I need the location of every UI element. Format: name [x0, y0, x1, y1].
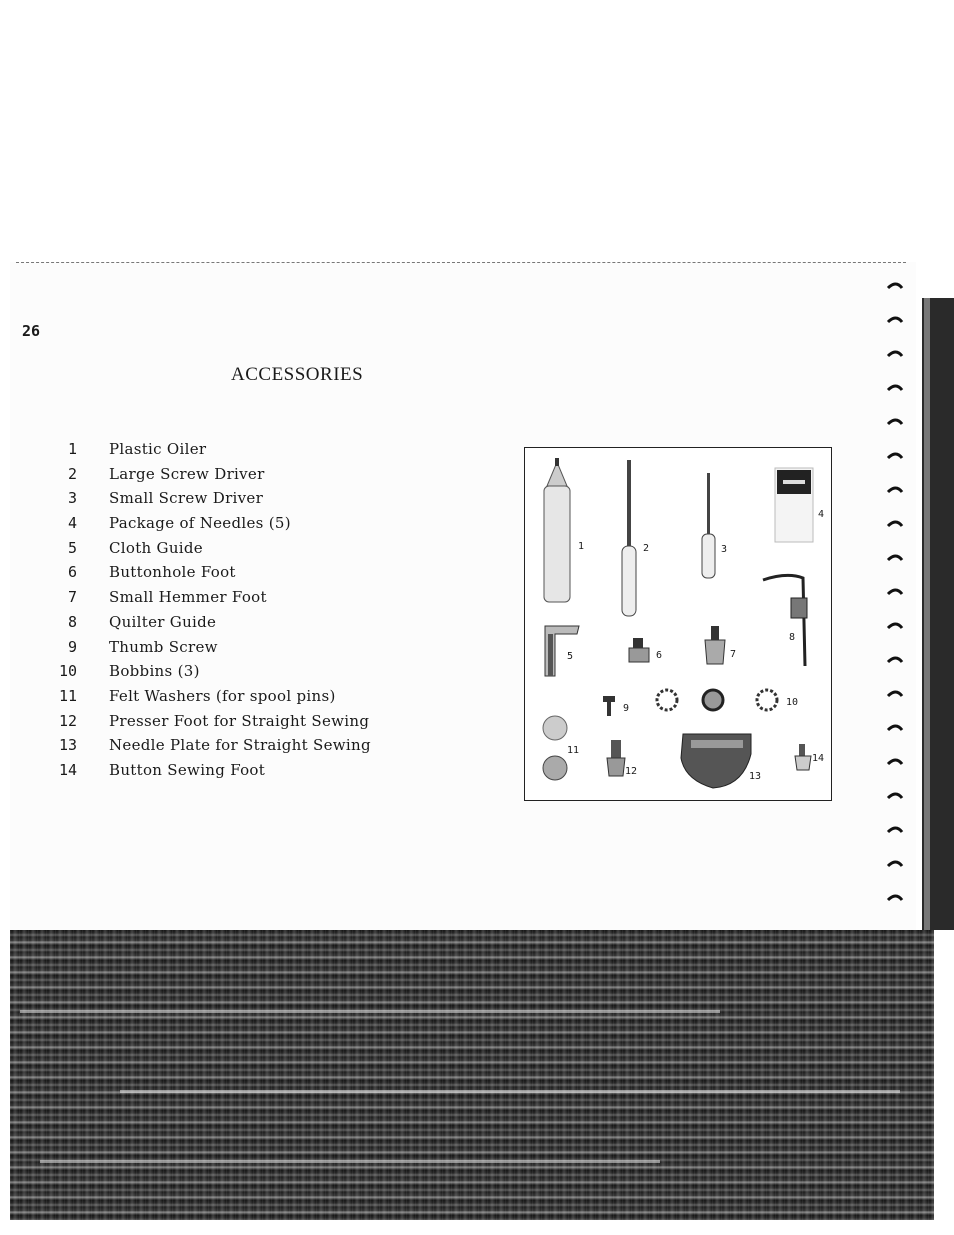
- needle-plate-icon: [681, 734, 751, 788]
- cloth-guide-icon: [545, 626, 579, 676]
- item-label: Presser Foot for Straight Sewing: [109, 711, 370, 730]
- item-label: Needle Plate for Straight Sewing: [109, 736, 371, 755]
- figure-label: 3: [721, 544, 728, 555]
- figure-label: 12: [625, 766, 638, 777]
- figure-label: 11: [567, 745, 580, 756]
- needle-package-icon: [775, 468, 813, 542]
- spiral-binding: [880, 258, 954, 930]
- presser-foot-icon: [607, 740, 625, 776]
- item-number: 3: [67, 489, 77, 508]
- item-label: Felt Washers (for spool pins): [109, 686, 336, 705]
- accessories-list: [52, 440, 402, 786]
- quilter-guide-icon: [763, 575, 807, 666]
- item-number: 5: [67, 538, 77, 557]
- list-item: [52, 440, 402, 465]
- item-label: Quilter Guide: [109, 612, 217, 631]
- thumb-screw-icon: [603, 696, 615, 716]
- item-label: Large Screw Driver: [109, 464, 265, 483]
- item-number: 1: [67, 440, 77, 458]
- bobbin-icon: [657, 690, 777, 710]
- scan-noise: [10, 930, 934, 1220]
- list-item: [52, 712, 402, 737]
- list-item: [52, 687, 402, 712]
- list-item: [52, 514, 402, 539]
- page-title: ACCESSORIES: [231, 364, 364, 385]
- figure-label: 6: [656, 650, 663, 661]
- list-item: [52, 465, 402, 490]
- item-label: Plastic Oiler: [109, 440, 207, 458]
- item-number: 8: [67, 612, 77, 631]
- item-number: 11: [58, 686, 77, 705]
- page-number: 26: [22, 322, 41, 340]
- oiler-icon: [544, 458, 570, 602]
- figure-label: 10: [786, 697, 799, 708]
- item-number: 7: [67, 588, 77, 607]
- figure-label: 4: [818, 509, 825, 520]
- list-item: [52, 489, 402, 514]
- figure-label: 5: [567, 651, 574, 662]
- scan-streak: [120, 1090, 900, 1093]
- figure-label: 9: [623, 703, 630, 714]
- item-label: Thumb Screw: [109, 637, 218, 656]
- button-sewing-foot-icon: [795, 744, 811, 770]
- item-number: 6: [67, 563, 77, 582]
- buttonhole-foot-icon: [629, 638, 649, 662]
- hemmer-foot-icon: [705, 626, 725, 664]
- list-item: [52, 588, 402, 613]
- list-item: [52, 638, 402, 663]
- item-number: 13: [58, 736, 77, 755]
- list-item: [52, 563, 402, 588]
- item-label: Small Hemmer Foot: [109, 588, 267, 607]
- list-item: [52, 662, 402, 687]
- list-item: [52, 613, 402, 638]
- figure-label: 1: [578, 541, 585, 552]
- figure-label: 13: [749, 771, 762, 782]
- item-label: Buttonhole Foot: [109, 563, 236, 582]
- felt-washer-icon: [543, 716, 567, 780]
- item-number: 9: [67, 637, 77, 656]
- page-top-edge: [16, 262, 906, 263]
- accessories-illustration: [524, 447, 832, 801]
- item-number: 4: [67, 514, 77, 533]
- small-screwdriver-icon: [702, 473, 715, 578]
- item-number: 14: [58, 760, 77, 779]
- scan-streak: [40, 1160, 660, 1163]
- item-label: Small Screw Driver: [109, 489, 264, 508]
- figure-label: 2: [643, 543, 650, 554]
- figure-label: 7: [730, 649, 737, 660]
- list-item: [52, 761, 402, 786]
- item-label: Package of Needles (5): [109, 514, 291, 533]
- scan-streak: [20, 1010, 720, 1013]
- item-number: 10: [58, 662, 77, 681]
- item-label: Bobbins (3): [109, 662, 200, 681]
- item-number: 12: [58, 711, 77, 730]
- item-number: 2: [67, 464, 77, 483]
- list-item: [52, 736, 402, 761]
- item-label: Button Sewing Foot: [109, 760, 266, 779]
- figure-label: 8: [789, 632, 796, 643]
- item-label: Cloth Guide: [109, 538, 203, 557]
- large-screwdriver-icon: [622, 460, 636, 616]
- list-item: [52, 539, 402, 564]
- figure-label: 14: [812, 753, 825, 764]
